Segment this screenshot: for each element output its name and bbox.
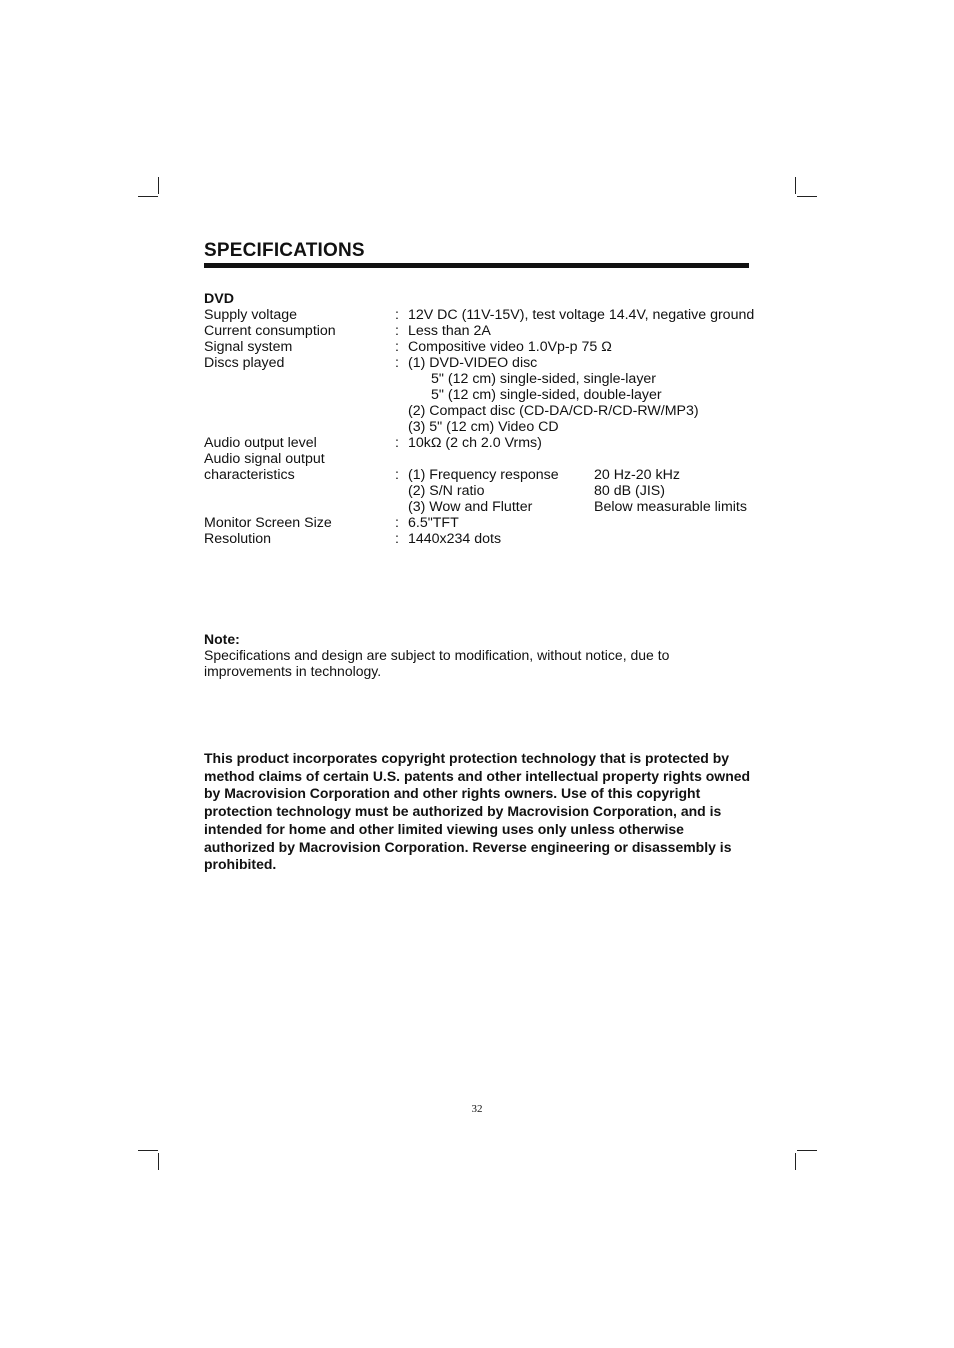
- spec-value: 6.5"TFT: [408, 515, 459, 531]
- spec-label: Audio output level: [204, 435, 317, 451]
- spec-value: Less than 2A: [408, 323, 491, 339]
- crop-mark: [158, 177, 159, 194]
- spec-label: Monitor Screen Size: [204, 515, 332, 531]
- spec-value: (2) S/N ratio: [408, 483, 485, 499]
- note-text: Specifications and design are subject to modification, without notice, due to improvements in technology.: [204, 647, 670, 679]
- section-heading: DVD: [204, 291, 234, 307]
- spec-value-2: 80 dB (JIS): [594, 483, 665, 499]
- spec-value: (3) 5" (12 cm) Video CD: [408, 419, 559, 435]
- crop-mark: [795, 1153, 796, 1170]
- crop-mark: [138, 1150, 158, 1151]
- spec-label: Signal system: [204, 339, 293, 355]
- spec-value: 12V DC (11V-15V), test voltage 14.4V, negative ground: [408, 307, 755, 323]
- spec-value-2: Below measurable limits: [594, 499, 747, 515]
- spec-colon: :: [395, 435, 399, 451]
- spec-value: 5" (12 cm) single-sided, single-layer: [431, 371, 657, 387]
- note-heading: Note:: [204, 631, 240, 647]
- spec-label: Discs played: [204, 355, 285, 371]
- spec-value-2: 20 Hz-20 kHz: [594, 467, 680, 483]
- spec-value: (1) DVD-VIDEO disc: [408, 355, 538, 371]
- spec-colon: :: [395, 515, 399, 531]
- spec-value: (3) Wow and Flutter: [408, 499, 533, 515]
- crop-mark: [138, 196, 158, 197]
- crop-mark: [158, 1153, 159, 1170]
- spec-label: Audio signal output: [204, 451, 325, 467]
- spec-colon: :: [395, 323, 399, 339]
- spec-colon: :: [395, 339, 399, 355]
- title-rule: [204, 263, 749, 268]
- page-number: 32: [471, 1103, 483, 1115]
- copyright-notice: This product incorporates copyright protection technology that is protected by method claims of certain U.S. patents and other intellectual property rights owned by Macrovision Corporation and other rights owners. Use of this copyright protection technology must be authorized by Macrovision Corporation, and is intended for home and other limited viewing uses only unless otherwise authorized by Macrovision Corporation. Reverse engineering or disassembly is prohibited.: [204, 750, 751, 873]
- spec-label: Current consumption: [204, 323, 336, 339]
- page-title: SPECIFICATIONS: [204, 240, 365, 261]
- spec-label: characteristics: [204, 467, 295, 483]
- crop-mark: [795, 177, 796, 194]
- spec-value: 5" (12 cm) single-sided, double-layer: [431, 387, 662, 403]
- spec-label: Supply voltage: [204, 307, 298, 323]
- spec-colon: :: [395, 355, 399, 371]
- spec-label: Resolution: [204, 531, 272, 547]
- spec-value: 10kΩ (2 ch 2.0 Vrms): [408, 435, 542, 451]
- crop-mark: [797, 196, 817, 197]
- spec-colon: :: [395, 531, 399, 547]
- spec-colon: :: [395, 307, 399, 323]
- spec-value: (1) Frequency response: [408, 467, 559, 483]
- spec-value: Compositive video 1.0Vp-p 75 Ω: [408, 339, 612, 355]
- spec-value: (2) Compact disc (CD-DA/CD-R/CD-RW/MP3): [408, 403, 699, 419]
- crop-mark: [797, 1150, 817, 1151]
- spec-colon: :: [395, 467, 399, 483]
- spec-value: 1440x234 dots: [408, 531, 502, 547]
